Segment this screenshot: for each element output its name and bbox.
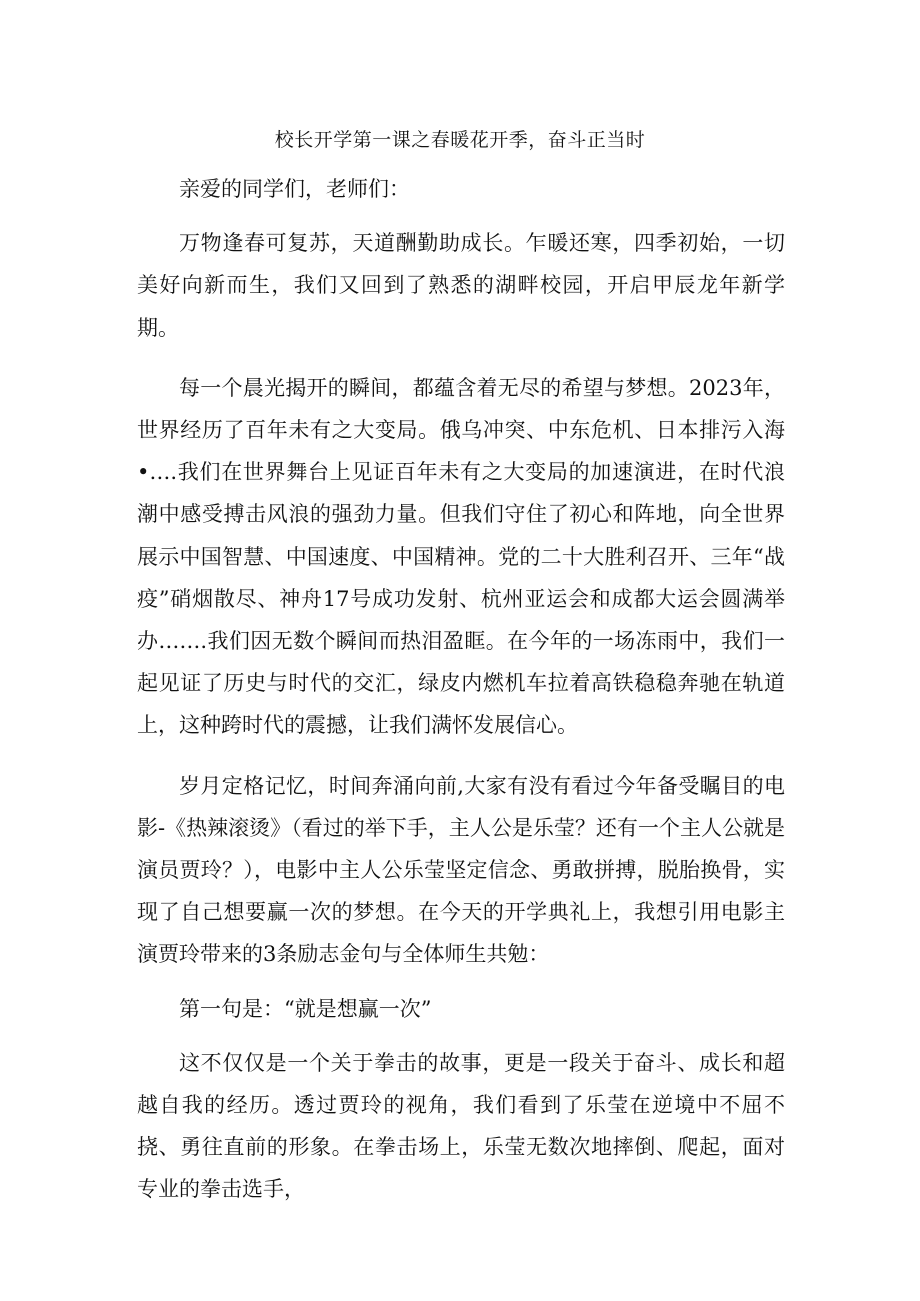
- body-paragraph: 这不仅仅是一个关于拳击的故事，更是一段关于奋斗、成长和超越自我的经历。透过贾玲的视角，我们看到了乐莹在逆境中不屈不挠、勇往直前的形象。在拳击场上，乐莹无数次地摔倒、爬起，面对专业的拳击选手，: [137, 1050, 785, 1202]
- body-paragraph: 第一句是：“就是想赢一次”: [179, 996, 432, 1021]
- document-title: 校长开学第一课之春暖花开季，奋斗正当时: [274, 129, 646, 151]
- greeting-paragraph: 亲爱的同学们，老师们：: [179, 177, 410, 201]
- body-paragraph: 万物逢春可复苏，天道酬勤助成长。乍暖还寒，四季初始，一切美好向新而生，我们又回到了熟悉的湖畔校园，开启甲辰龙年新学期。: [137, 231, 785, 340]
- body-paragraph: 每一个晨光揭开的瞬间，都蕴含着无尽的希望与梦想。2023年，世界经历了百年未有之大变局。俄乌冲突、中东危机、日本排污入海•….我们在世界舞台上见证百年未有之大变局的加速演进，在时代浪潮中感受搏击风浪的强劲力量。但我们守住了初心和阵地，向全世界展示中国智慧、中国速度、中国精神。党的二十大胜利召开、三年“战疫”硝烟散尽、神舟17号成功发射、杭州亚运会和成都大运会圆满举办…….我们因无数个瞬间而热泪盈眶。在今年的一场冻雨中，我们一起见证了历史与时代的交汇，绿皮内燃机车拉着高铁稳稳奔驰在轨道上，这种跨时代的震撼，让我们满怀发展信心。: [137, 375, 785, 738]
- document-body: [137, 168, 785, 1211]
- body-paragraph: 岁月定格记忆，时间奔涌向前,大家有没有看过今年备受瞩目的电影-《热辣滚烫》（看过的举下手，主人公是乐莹？还有一个主人公就是演员贾玲？），电影中主人公乐莹坚定信念、勇敢拼搏，脱胎换骨，实现了自己想要赢一次的梦想。在今天的开学典礼上，我想引用电影主演贾玲带来的3条励志金句与全体师生共勉：: [137, 773, 785, 967]
